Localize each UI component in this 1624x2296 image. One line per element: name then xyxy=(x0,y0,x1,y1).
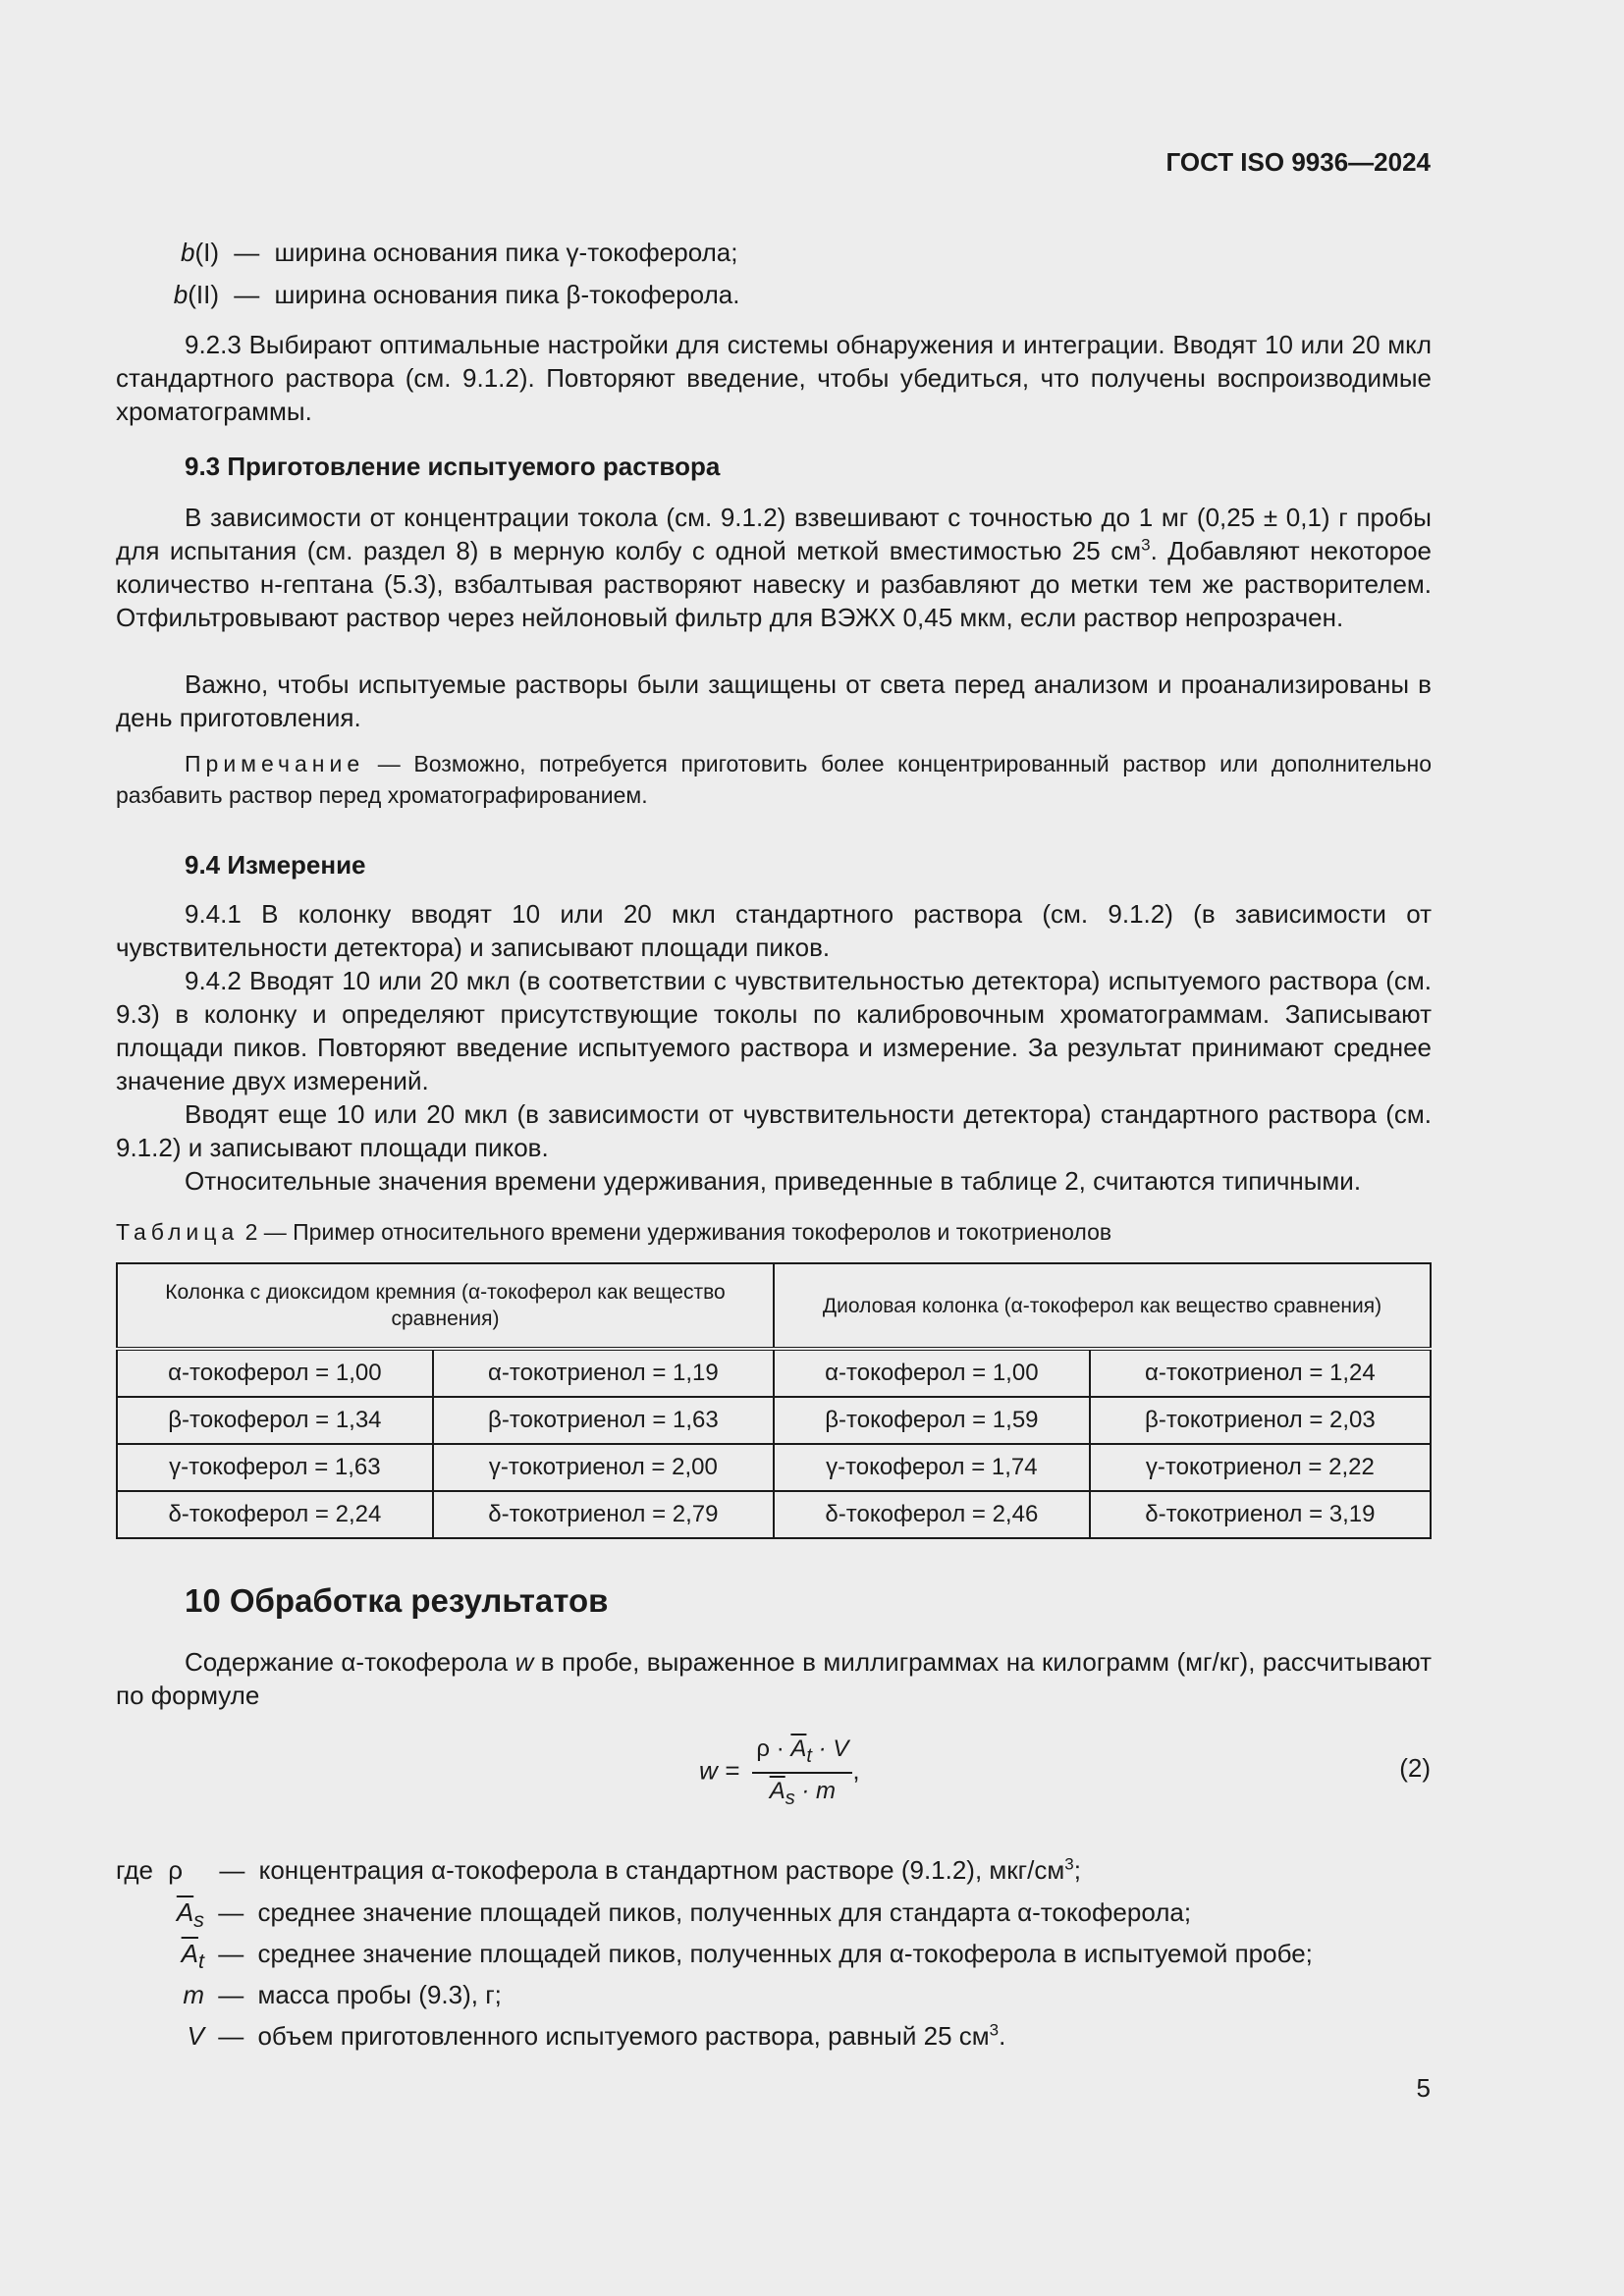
formula-legend-item: где ρ — концентрация α-токоферола в стандартном растворе (9.1.2), мкг/$см^3$; xyxy=(116,1854,1081,1885)
table-cell: β-токотриенол = 2,03 xyxy=(1090,1397,1431,1444)
table-cell: α-токоферол = 1,00 xyxy=(117,1349,433,1397)
paragraph-9-4-3: Вводят еще 10 или 20 мкл (в зависимости от чувствительности детектора) стандартного раствора (см. 9.1.2) и записывают площади пиков. xyxy=(116,1099,1432,1162)
prev-legend-item: b(II) — ширина основания пика β-токоферола. xyxy=(173,280,740,309)
paragraph-10-intro: Содержание α-токоферола w в пробе, выраженное в миллиграммах на килограмм (мг/кг), рассчитывают по формуле xyxy=(116,1647,1432,1710)
table-cell: δ-токоферол = 2,24 xyxy=(117,1491,433,1538)
formula-legend-item: V — объем приготовленного испытуемого раствора, равный 25 $см^3$. xyxy=(187,2020,1006,2051)
formula-2: w = $\frac{\rho \cdot \overline{A}_t \cdot V}{\overline{A}_s \cdot m}$ , xyxy=(699,1735,860,1809)
table-header-cell: Колонка с диоксидом кремния (α-токоферол как вещество сравнения) xyxy=(117,1263,774,1349)
section-9-3-heading: 9.3 Приготовление испытуемого раствора xyxy=(185,452,721,481)
table-cell: β-токоферол = 1,59 xyxy=(774,1397,1090,1444)
table-row xyxy=(117,1444,1431,1491)
formula-legend-item: m — масса пробы (9.3), г; xyxy=(183,1980,502,2009)
formula-legend-item: $\overline{A}_s$ — среднее значение площадей пиков, полученных для стандарта α-токоферола; xyxy=(176,1897,1192,1933)
paragraph-9-3-1: В зависимости от концентрации токола (см. 9.1.2) взвешивают с точностью до 1 мг (0,25 ± 0,1) г пробы для испытания (см. раздел 8) в мерную колбу с одной меткой вместимостью 25 $см^3$. Добавляют некоторое количество н-гептана (5.3), взбалтывая растворяют навеску и разбавляют до метки тем же растворителем. Отфильтровывают раствор через нейлоновый фильтр для ВЭЖХ 0,45 мкм, если раствор непрозрачен. xyxy=(116,503,1432,632)
table-cell: δ-токотриенол = 3,19 xyxy=(1090,1491,1431,1538)
formula-numerator: $\rho \cdot \overline{A}_t \cdot V$ xyxy=(752,1735,852,1774)
retention-time-table xyxy=(116,1262,1432,1539)
table-row xyxy=(117,1397,1431,1444)
formula-denominator: $\overline{A}_s \cdot m$ xyxy=(769,1777,837,1809)
table-cell: α-токотриенол = 1,19 xyxy=(433,1349,774,1397)
table-cell: γ-токоферол = 1,74 xyxy=(774,1444,1090,1491)
table-cell: γ-токотриенол = 2,22 xyxy=(1090,1444,1431,1491)
table-cell: β-токотриенол = 1,63 xyxy=(433,1397,774,1444)
section-10-heading: 10 Обработка результатов xyxy=(185,1582,609,1619)
paragraph-9-4-1: 9.4.1 В колонку вводят 10 или 20 мкл стандартного раствора (см. 9.1.2) (в зависимости от чувствительности детектора) и записывают площади пиков. xyxy=(116,899,1432,962)
table-cell: γ-токотриенол = 2,00 xyxy=(433,1444,774,1491)
table-header-cell: Диоловая колонка (α-токоферол как вещество сравнения) xyxy=(774,1263,1431,1349)
table-cell: δ-токотриенол = 2,79 xyxy=(433,1491,774,1538)
document-header: ГОСТ ISO 9936—2024 xyxy=(1165,147,1431,177)
table-cell: β-токоферол = 1,34 xyxy=(117,1397,433,1444)
prev-legend-item: b(I) — ширина основания пика γ-токоферола; xyxy=(180,238,738,267)
table-cell: δ-токоферол = 2,46 xyxy=(774,1491,1090,1538)
section-9-4-heading: 9.4 Измерение xyxy=(185,850,366,880)
table-row xyxy=(117,1491,1431,1538)
table-cell: α-токотриенол = 1,24 xyxy=(1090,1349,1431,1397)
formula-legend-item: $\overline{A}_t$ — среднее значение площадей пиков, полученных для α-токоферола в испытуемой пробе; xyxy=(181,1939,1313,1974)
note-9-3: Примечание — Возможно, потребуется приготовить более концентрированный раствор или дополнительно разбавить раствор перед хроматографированием. xyxy=(116,751,1432,808)
page-number: 5 xyxy=(1416,2073,1431,2103)
formula-fraction xyxy=(752,1735,852,1810)
paragraph-9-4-4: Относительные значения времени удерживания, приведенные в таблице 2, считаются типичными. xyxy=(185,1166,1362,1196)
table-caption: Таблица 2 — Пример относительного времени удерживания токоферолов и токотриенолов xyxy=(116,1219,1112,1245)
paragraph-9-4-2: 9.4.2 Вводят 10 или 20 мкл (в соответствии с чувствительностью детектора) испытуемого раствора (см. 9.3) в колонку и определяют присутствующие токолы по калибровочным хроматограммам. Записывают площади пиков. Повторяют введение испытуемого раствора и измерение. За результат принимают среднее значение двух измерений. xyxy=(116,966,1432,1095)
table-row xyxy=(117,1349,1431,1397)
table-cell: α-токоферол = 1,00 xyxy=(774,1349,1090,1397)
formula-number: (2) xyxy=(1399,1753,1431,1783)
table-header-row xyxy=(117,1263,1431,1349)
table-cell: γ-токоферол = 1,63 xyxy=(117,1444,433,1491)
paragraph-9-2-3: 9.2.3 Выбирают оптимальные настройки для системы обнаружения и интеграции. Вводят 10 или 20 мкл стандартного раствора (см. 9.1.2). Повторяют введение, чтобы убедиться, что получены воспроизводимые хроматограммы. xyxy=(116,330,1432,426)
paragraph-9-3-2: Важно, чтобы испытуемые растворы были защищены от света перед анализом и проанализированы в день приготовления. xyxy=(116,669,1432,732)
